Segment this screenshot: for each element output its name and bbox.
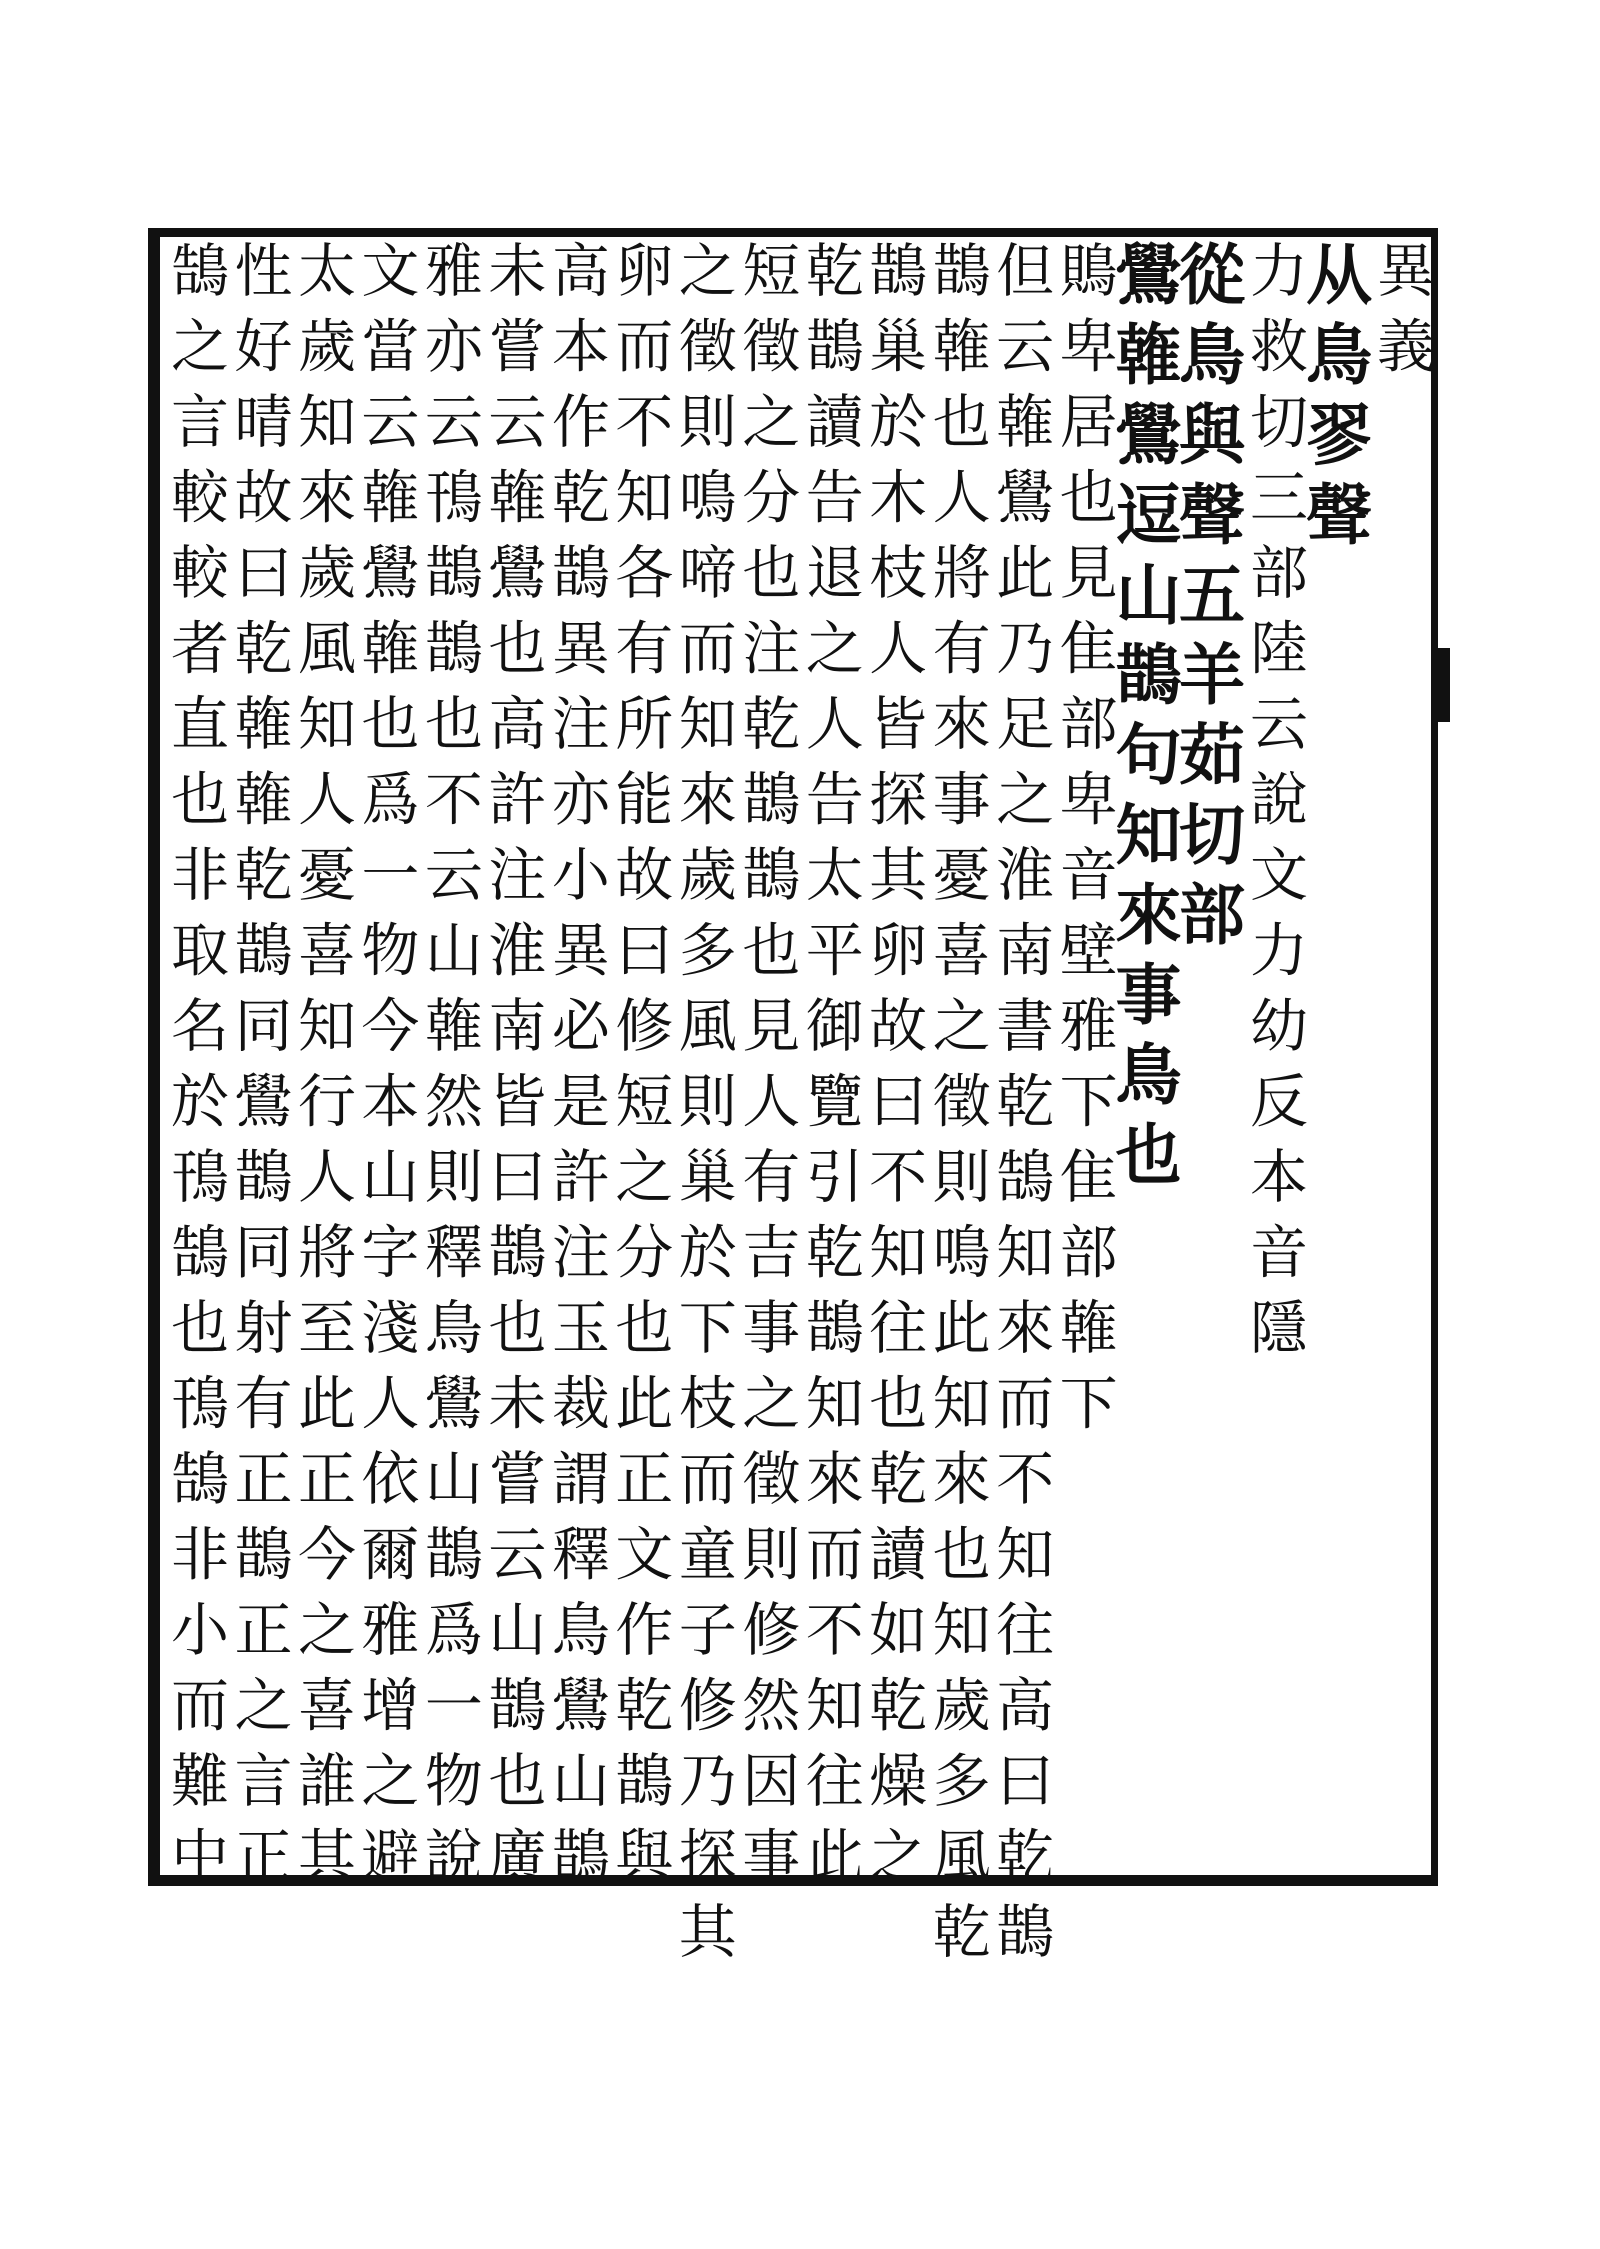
column-12: 之徵則鳴啼而知來歲多風則巢於下枝而童子修乃探其	[668, 240, 737, 1977]
column-17: 文當云雗鷽雗也爲一物今本山字淺人依爾雅增之避	[351, 240, 420, 1901]
column-19: 性好晴故曰乾雗雗乾鵲同鷽鵲同射有正鵲正之言正	[224, 240, 293, 1901]
column-15: 未嘗云雗鷽也高許注淮南皆曰鵲也未嘗云山鵲也廣	[478, 240, 547, 1901]
column-9: 鵲巢於木枝人皆探其卵故曰不知往也乾讀如乾燥之	[859, 240, 928, 1901]
column-6: 鵙卑居也見隹部卑音壁雅下隹部雗下	[1049, 240, 1118, 1448]
column-13: 卵而不知各有所能故曰修短之分也此正文作乾鵲與	[605, 240, 674, 1901]
column-4-headword: 從鳥與聲五羊茹切部	[1167, 240, 1246, 960]
column-8: 鵲雗也人將有來事憂喜之徵則鳴此知來也知歲多風乾	[922, 240, 991, 1977]
margin-tab-mark	[1436, 648, 1450, 722]
column-7: 但云雗鷽此乃足之淮南書乾鵠知來而不知往高曰乾鵲	[986, 240, 1055, 1977]
column-3: 力救切三部陸云說文力幼反本音隱	[1239, 240, 1308, 1373]
column-11: 短徵之分也注乾鵲鵲也見人有吉事之徵則修然因事	[732, 240, 801, 1901]
column-16: 雅亦云鳱鵲鵲也不云山雗然則釋鳥鷽山鵲爲一物說	[414, 240, 483, 1901]
column-5-headword: 鷽雗鷽逗山鵲句知來事鳥也	[1104, 240, 1183, 1200]
column-20: 鵠之言較較者直也非取名於鳱鵠也鳱鵠非小而難中	[161, 240, 229, 1901]
column-14: 高本作乾鵲異注亦小異必是許注玉裁謂釋鳥鷽山鵲	[541, 240, 610, 1901]
column-10: 乾鵲讀告退之人告太平御覽引乾鵲知來而不知往此	[795, 240, 864, 1901]
text-columns	[161, 240, 1435, 1977]
column-1: 異義	[1366, 240, 1435, 391]
column-2-headword: 从鳥翏聲	[1294, 240, 1373, 560]
column-18: 太歲知來歲風知人憂喜知行人將至此正今之喜誰其	[287, 240, 356, 1901]
